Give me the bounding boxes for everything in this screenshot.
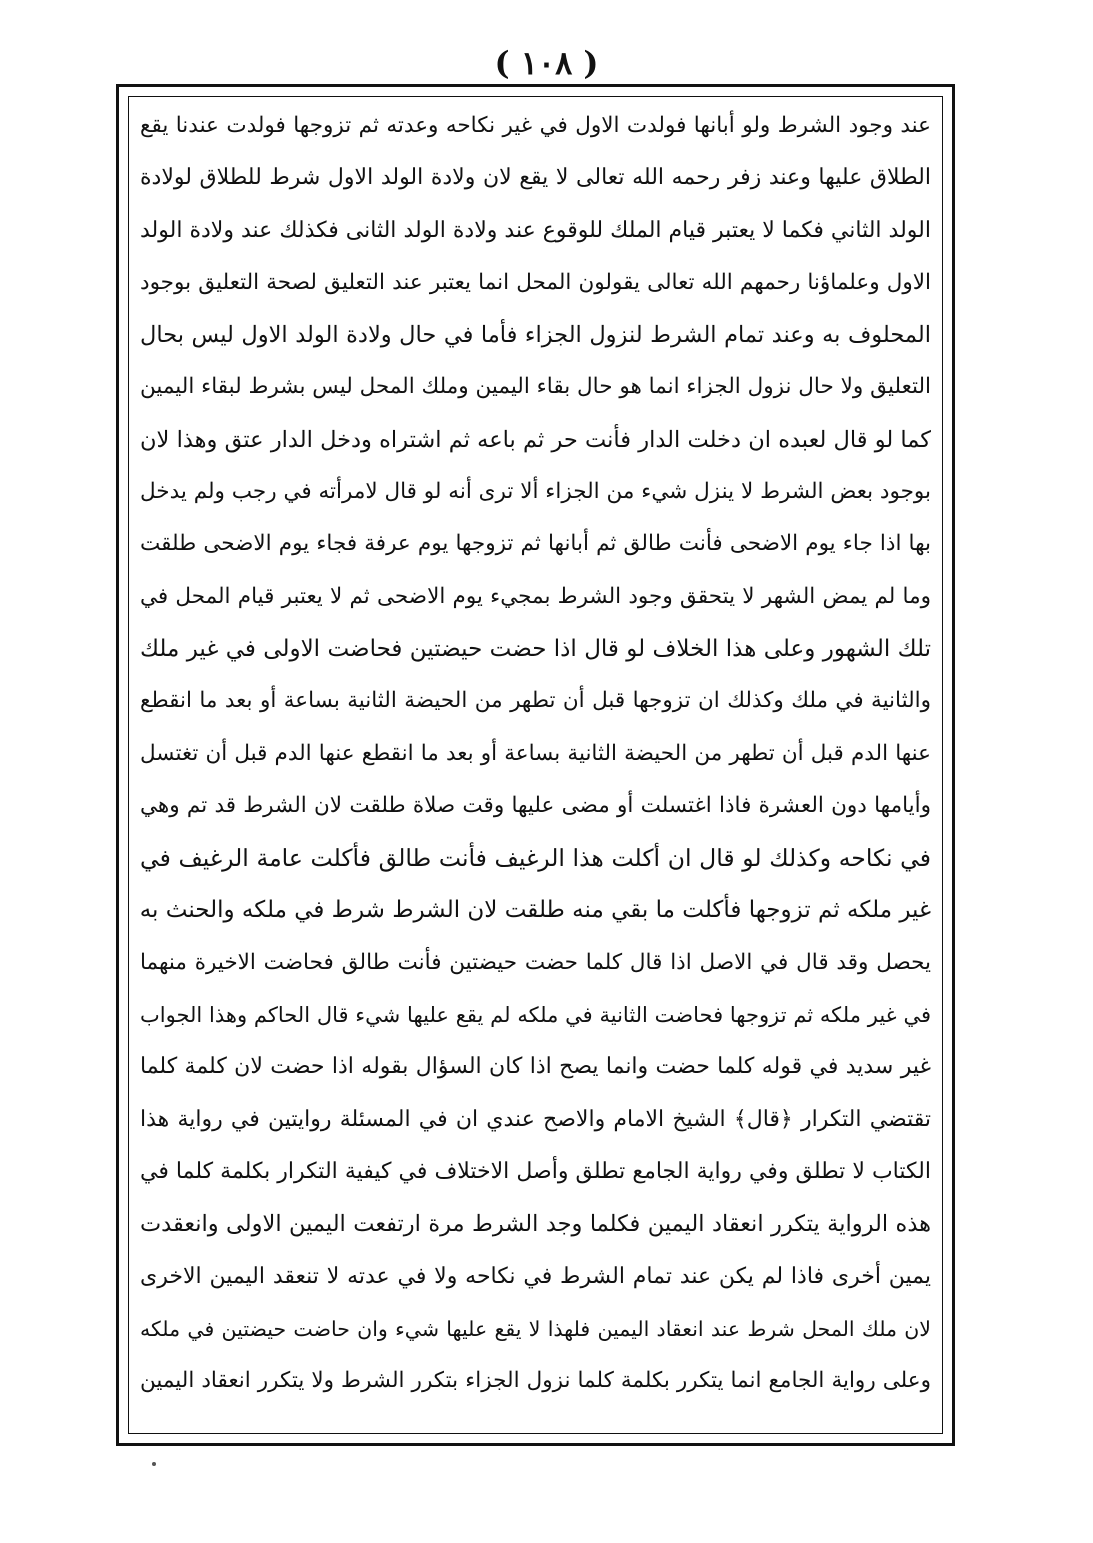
text-line: غير ملكه ثم تزوجها فأكلت ما بقي منه طلقت لان الشرط شرط في ملكه والحنث به — [140, 897, 931, 924]
text-line: في نكاحه وكذلك لو قال ان أكلت هذا الرغيف فأنت طالق فأكلت عامة الرغيف في — [140, 844, 931, 873]
page-number: ( ١٠٨ ) — [494, 44, 599, 82]
text-line: وأيامها دون العشرة فاذا اغتسلت أو مضى عليها وقت صلاة طلقت لان الشرط قد تم وهي — [140, 792, 931, 818]
scan-speck — [152, 1462, 156, 1466]
text-line: الولد الثاني فكما لا يعتبر قيام الملك للوقوع عند ولادة الولد الثانى فكذلك عند ولادة الولد — [140, 217, 931, 243]
text-line: وعلى رواية الجامع انما يتكرر بكلمة كلما نزول الجزاء بتكرر الشرط ولا يتكرر انعقاد اليمين — [140, 1368, 931, 1394]
body-text — [140, 100, 931, 1407]
text-line: تلك الشهور وعلى هذا الخلاف لو قال اذا حضت حيضتين فحاضت الاولى في غير ملك — [140, 635, 931, 662]
text-line: عنها الدم قبل أن تطهر من الحيضة الثانية بساعة أو بعد ما انقطع عنها الدم قبل أن تغتسل — [140, 740, 931, 766]
text-line: في غير ملكه ثم تزوجها فحاضت الثانية في ملكه لم يقع عليها شيء قال الحاكم وهذا الجواب — [140, 1003, 931, 1028]
text-line: هذه الرواية يتكرر انعقاد اليمين فكلما وجد الشرط مرة ارتفعت اليمين الاولى وانعقدت — [140, 1211, 931, 1238]
text-line: يحصل وقد قال في الاصل اذا قال كلما حضت حيضتين فأنت طالق فحاضت الاخيرة منهما — [140, 949, 931, 975]
text-line: التعليق ولا حال نزول الجزاء انما هو حال بقاء اليمين وملك المحل ليس بشرط لبقاء اليمين — [140, 374, 931, 400]
text-line: يمين أخرى فاذا لم يكن عند تمام الشرط في نكاحه ولا في عدته لا تنعقد اليمين الاخرى — [140, 1263, 931, 1289]
text-line: لان ملك المحل شرط عند انعقاد اليمين فلهذا لا يقع عليها شيء وان حاضت حيضتين في ملكه — [140, 1316, 931, 1341]
text-line: تقتضي التكرار ﴿قال﴾ الشيخ الامام والاصح عندي ان في المسئلة روايتين في رواية هذا — [140, 1106, 931, 1132]
text-line: الطلاق عليها وعند زفر رحمه الله تعالى لا يقع لان ولادة الولد الاول شرط للطلاق لولادة — [140, 165, 931, 191]
text-line: كما لو قال لعبده ان دخلت الدار فأنت حر ثم باعه ثم اشتراه ودخل الدار عتق وهذا لان — [140, 426, 931, 453]
text-line: عند وجود الشرط ولو أبانها فولدت الاول في غير نكاحه وعدته ثم تزوجها فولدت عندنا يقع — [140, 113, 931, 138]
text-line: بوجود بعض الشرط لا ينزل شيء من الجزاء ألا ترى أنه لو قال لامرأته في رجب ولم يدخل — [140, 479, 931, 505]
text-line: غير سديد في قوله كلما حضت وانما يصح اذا كان السؤال بقوله اذا حضت لان كلمة كلما — [140, 1054, 931, 1080]
text-line: الاول وعلماؤنا رحمهم الله تعالى يقولون المحل انما يعتبر عند التعليق لصحة التعليق بوجود — [140, 269, 931, 295]
text-line: بها اذا جاء يوم الاضحى فأنت طالق ثم أبانها ثم تزوجها يوم عرفة فجاء يوم الاضحى طلقت — [140, 531, 931, 557]
text-line: وما لم يمض الشهر لا يتحقق وجود الشرط بمجيء يوم الاضحى ثم لا يعتبر قيام المحل في — [140, 583, 931, 609]
text-line: الكتاب لا تطلق وفي رواية الجامع تطلق وأصل الاختلاف في كيفية التكرار بكلمة كلما في — [140, 1158, 931, 1184]
text-line: والثانية في ملك وكذلك ان تزوجها قبل أن تطهر من الحيضة الثانية بساعة أو بعد ما انقطع — [140, 688, 931, 714]
text-line: المحلوف به وعند تمام الشرط لنزول الجزاء فأما في حال ولادة الولد الاول ليس بحال — [140, 322, 931, 349]
